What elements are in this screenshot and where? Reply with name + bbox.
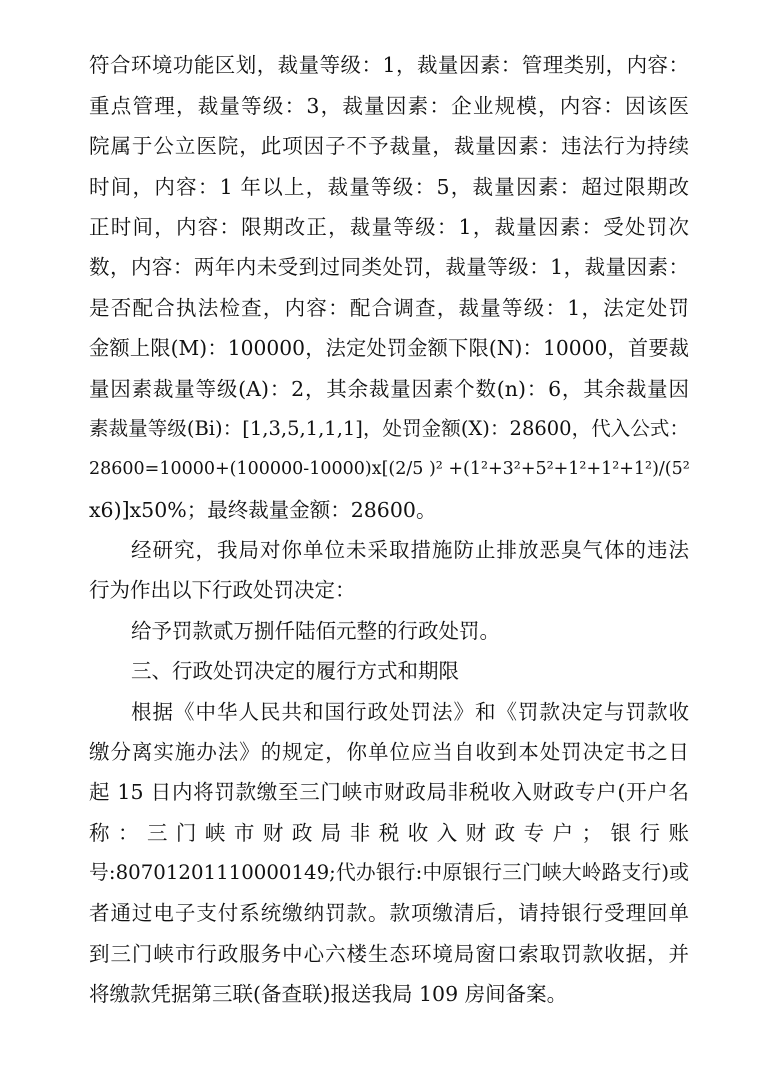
paragraph-decision-intro: 经研究，我局对你单位未采取措施防止排放恶臭气体的违法: [131, 538, 689, 562]
body-text-line: 将缴款凭据第三联(备查联)报送我局 109 房间备案。: [89, 982, 568, 1006]
body-text-line: 缴分离实施办法》的规定，你单位应当自收到本处罚决定书之日: [89, 740, 689, 764]
body-text-line: 院属于公立医院，此项因子不予裁量，裁量因素：违法行为持续: [89, 134, 689, 158]
body-text-line: 行为作出以下行政处罚决定：: [89, 578, 356, 602]
body-text-line: 称：三门峡市财政局非税收入财政专户；银行账: [89, 821, 689, 845]
body-text-line: 素裁量等级(Bi)：[1,3,5,1,1,1]，处罚金额(X)：28600，代入公式：: [89, 417, 689, 440]
body-text-line: 金额上限(M)：100000，法定处罚金额下限(N)：10000，首要裁: [89, 336, 689, 360]
body-text-line: 起 15 日内将罚款缴至三门峡市财政局非税收入财政专户(开户名: [89, 780, 689, 804]
body-text-line: 者通过电子支付系统缴纳罚款。款项缴清后，请持银行受理回单: [89, 901, 689, 925]
penalty-decision: 给予罚款贰万捌仟陆佰元整的行政处罚。: [131, 619, 500, 643]
body-text-line: 到三门峡市行政服务中心六楼生态环境局窗口索取罚款收据，并: [89, 942, 689, 966]
body-text-line: 数，内容：两年内未受到过同类处罚，裁量等级：1，裁量因素：: [89, 255, 689, 279]
formula-line-end: x6)]x50%；最终裁量金额：28600。: [89, 498, 437, 522]
body-text-line: 时间，内容：1 年以上，裁量等级：5，裁量因素：超过限期改: [89, 175, 689, 199]
body-text-line: 正时间，内容：限期改正，裁量等级：1，裁量因素：受处罚次: [89, 215, 689, 239]
body-text-line: 重点管理，裁量等级：3，裁量因素：企业规模，内容：因该医: [89, 94, 689, 118]
paragraph-payment-intro: 根据《中华人民共和国行政处罚法》和《罚款决定与罚款收: [131, 700, 689, 724]
formula-line: 28600=10000+(100000-10000)x[(2/5 )² +(1²+3²+5²+1²+1²+1²)/(5²: [89, 459, 690, 479]
body-text-line: 量因素裁量等级(A)：2，其余裁量因素个数(n)：6，其余裁量因: [89, 377, 689, 401]
body-text-line: 符合环境功能区划，裁量等级：1，裁量因素：管理类别，内容：: [89, 53, 689, 77]
bank-account-line: 号:80701201110000149;代办银行:中原银行三门峡大岭路支行)或: [89, 861, 689, 884]
section-heading-3: 三、行政处罚决定的履行方式和期限: [131, 659, 459, 683]
body-text-line: 是否配合执法检查，内容：配合调查，裁量等级：1，法定处罚: [89, 296, 689, 320]
